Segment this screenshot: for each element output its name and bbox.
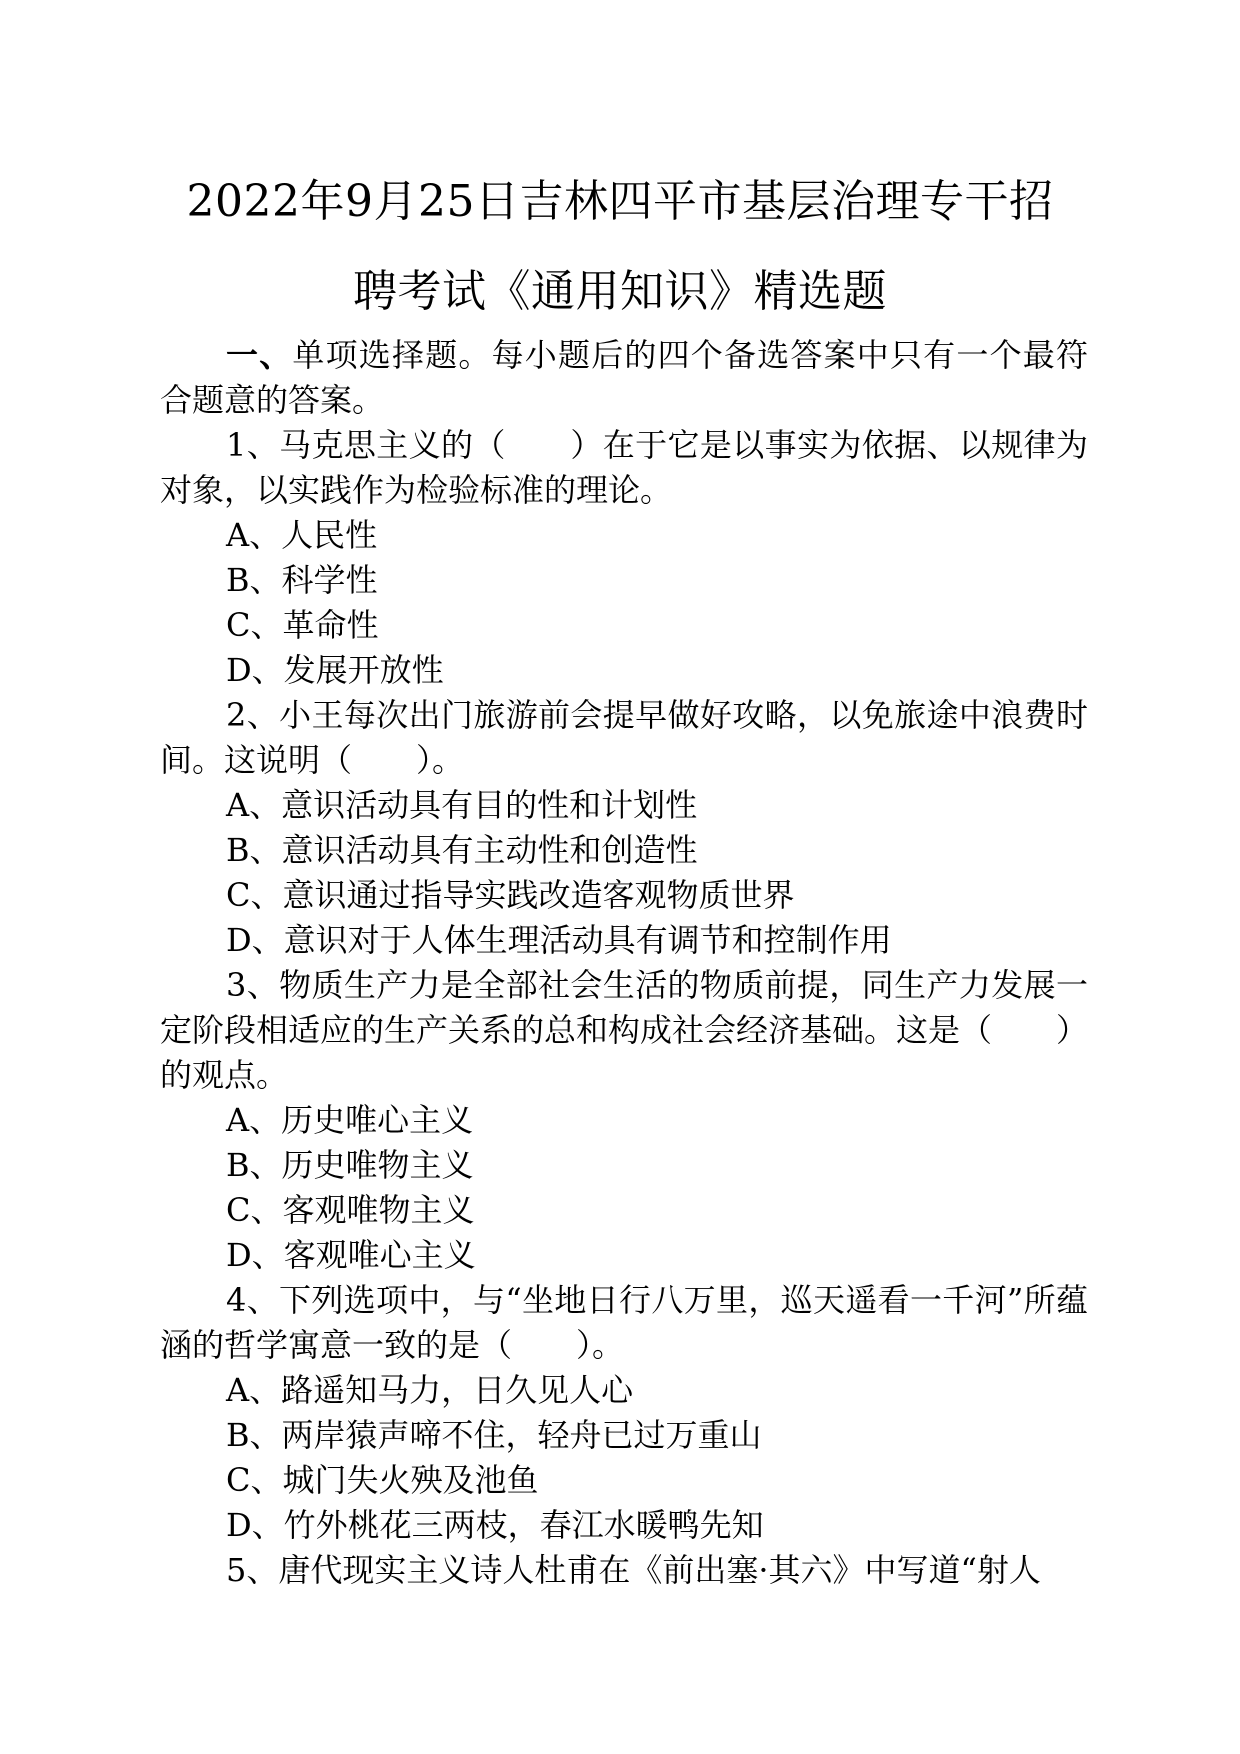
section-heading	[160, 333, 1088, 423]
question-2-option-c: C、意识通过指导实践改造客观物质世界	[226, 876, 795, 914]
question-5-stem: 5、唐代现实主义诗人杜甫在《前出塞·其六》中写道“射人	[226, 1551, 1041, 1589]
question-2-option-b: B、意识活动具有主动性和创造性	[226, 831, 698, 869]
question-4-option-c: C、城门失火殃及池鱼	[226, 1461, 539, 1499]
question-2-stem: 2、小王每次出门旅游前会提早做好攻略，以免旅途中浪费时间。这说明（ ）。	[160, 696, 1088, 779]
question-4-option-d: D、竹外桃花三两枝，春江水暖鸭先知	[226, 1506, 764, 1544]
question-3-option-b: B、历史唯物主义	[226, 1146, 474, 1184]
question-4-option-b: B、两岸猿声啼不住，轻舟已过万重山	[226, 1416, 762, 1454]
document-body	[160, 333, 1088, 1593]
document-title-line-2: 聘考试《通用知识》精选题	[353, 266, 887, 317]
section-instruction: 单项选择题。每小题后的四个备选答案中只有一个最符合题意的答案。	[160, 336, 1088, 419]
question-2-option-d: D、意识对于人体生理活动具有调节和控制作用	[226, 921, 892, 959]
question-3-option-c: C、客观唯物主义	[226, 1191, 475, 1229]
question-4-option-a: A、路遥知马力，日久见人心	[226, 1371, 634, 1409]
question-1-option-c: C、革命性	[226, 606, 379, 644]
document-title-line-1: 2022年9月25日吉林四平市基层治理专干招	[186, 176, 1054, 227]
question-1-stem: 1、马克思主义的（ ）在于它是以事实为依据、以规律为对象，以实践作为检验标准的理论。	[160, 426, 1088, 509]
question-4-stem: 4、下列选项中，与“坐地日行八万里，巡天遥看一千河”所蕴涵的哲学寓意一致的是（ ）。	[160, 1281, 1088, 1364]
question-3-option-a: A、历史唯心主义	[226, 1101, 474, 1139]
question-2-option-a: A、意识活动具有目的性和计划性	[226, 786, 698, 824]
question-3-option-d: D、客观唯心主义	[226, 1236, 476, 1274]
section-number: 一、	[226, 336, 293, 374]
question-1-option-b: B、科学性	[226, 561, 378, 599]
question-3-stem: 3、物质生产力是全部社会生活的物质前提，同生产力发展一定阶段相适应的生产关系的总和构成社会经济基础。这是（ ）的观点。	[160, 966, 1089, 1094]
question-1-option-d: D、发展开放性	[226, 651, 444, 689]
question-1-option-a: A、人民性	[226, 516, 378, 554]
